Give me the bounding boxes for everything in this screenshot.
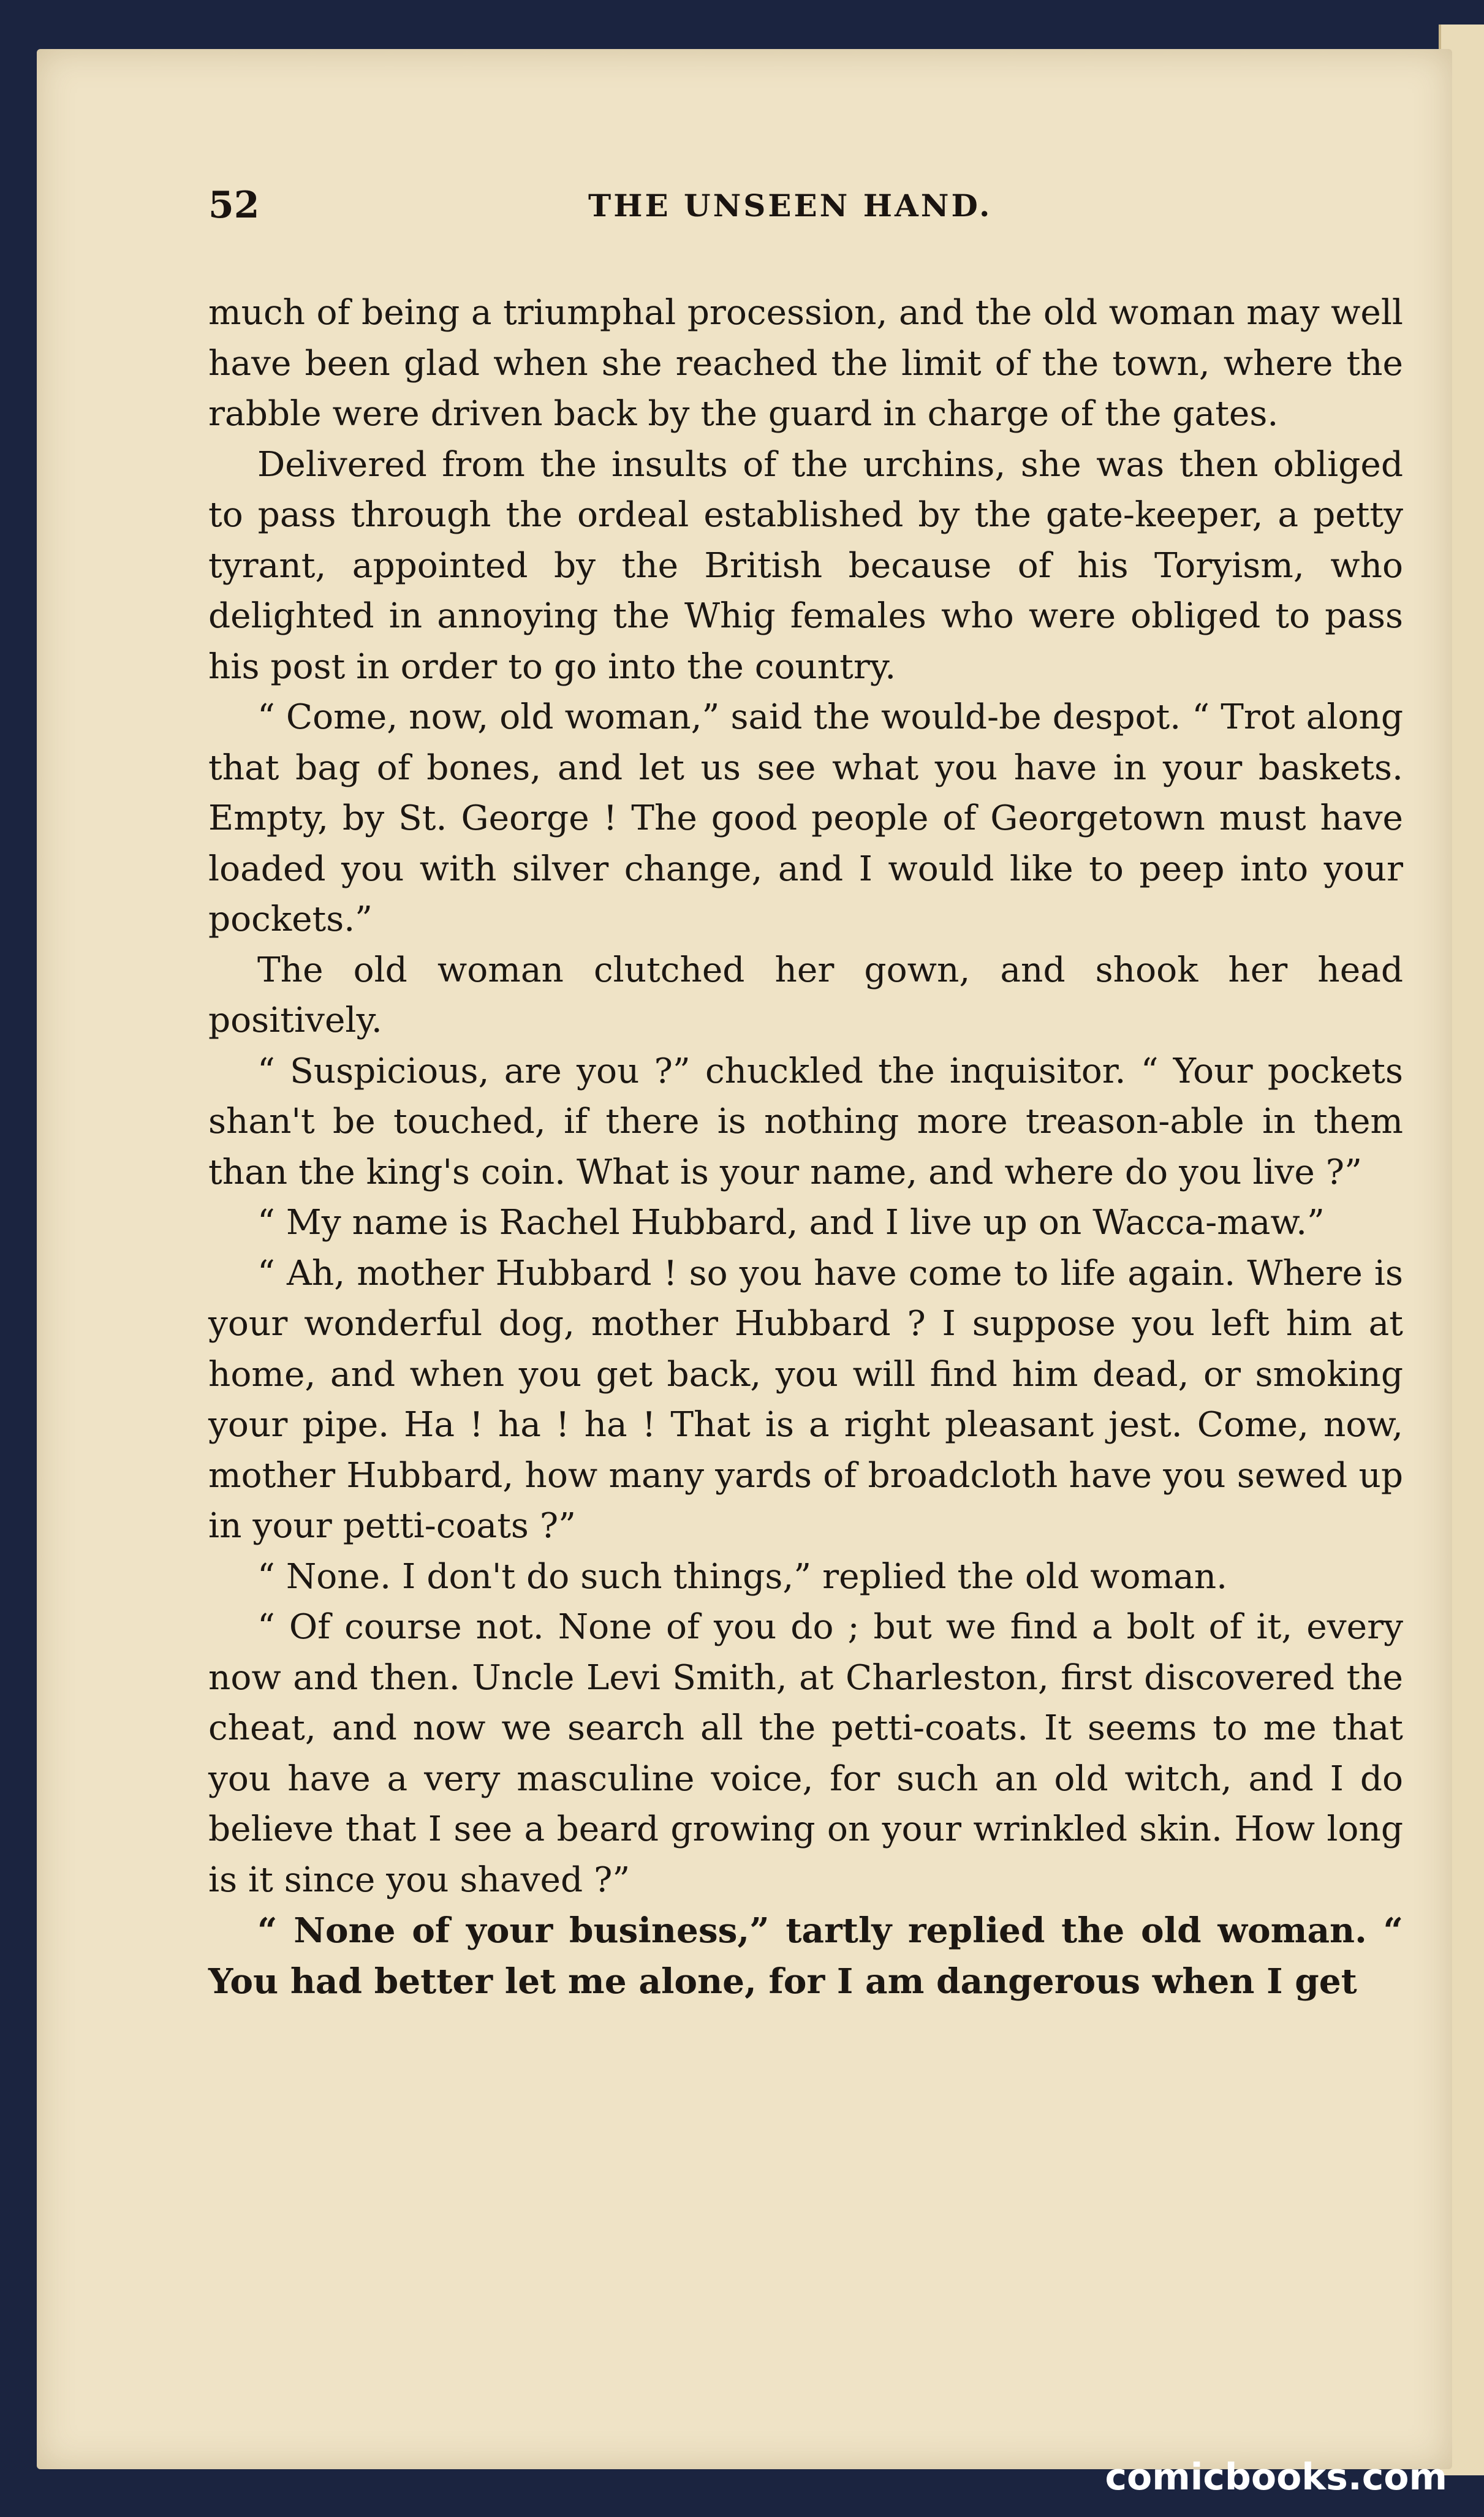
paragraph: “ Suspicious, are you ?” chuckled the inquisitor. “ Your pockets shan't be touched, if there is nothing more treason-able in them than the king's coin. What is your name, and where do you live ?” [208,1051,1403,1192]
paragraph: “ None. I don't do such things,” replied the old woman. [257,1556,1228,1597]
page-header [208,184,1403,233]
paragraph: “ None of your business,” tartly replied the old woman. “ You had better let me alone, for I am dangerous when I get [208,1910,1403,2002]
paragraph: The old woman clutched her gown, and shook her head positively. [208,950,1403,1040]
page-number: 52 [208,184,260,227]
body-text [208,288,1403,2007]
paragraph: “ My name is Rachel Hubbard, and I live up on Wacca-maw.” [257,1203,1325,1243]
paragraph: much of being a triumphal procession, and the old woman may well have been glad when she reached the limit of the town, where the rabble were driven back by the guard in charge of the gates. [208,293,1403,434]
watermark: comicbooks.com [1105,2456,1447,2499]
paragraph: “ Of course not. None of you do ; but we find a bolt of it, every now and then. Uncle Levi Smith, at Charleston, first discovered the cheat, and now we search all the petti-coats. It seems to me that you have a very masculine voice, for such an old witch, and I do believe that I see a beard growing on your wrinkled skin. How long is it since you shaved ?” [208,1607,1403,1900]
paragraph: “ Ah, mother Hubbard ! so you have come to life again. Where is your wonderful dog, mother Hubbard ? I suppose you left him at home, and when you get back, you will find him dead, or smoking your pipe. Ha ! ha ! ha ! That is a right pleasant jest. Come, now, mother Hubbard, how many yards of broadcloth have you sewed up in your petti-coats ?” [208,1253,1403,1546]
paragraph: Delivered from the insults of the urchins, she was then obliged to pass through the ordeal established by the gate-keeper, a petty tyrant, appointed by the British because of his Toryism, who delighted in annoying the Whig females who were obliged to pass his post in order to go into the country. [208,444,1403,687]
paragraph: “ Come, now, old woman,” said the would-be despot. “ Trot along that bag of bones, and let us see what you have in your baskets. Empty, by St. George ! The good people of Georgetown must have loaded you with silver change, and I would like to peep into your pockets.” [208,697,1403,939]
running-title: THE UNSEEN HAND. [588,187,993,224]
